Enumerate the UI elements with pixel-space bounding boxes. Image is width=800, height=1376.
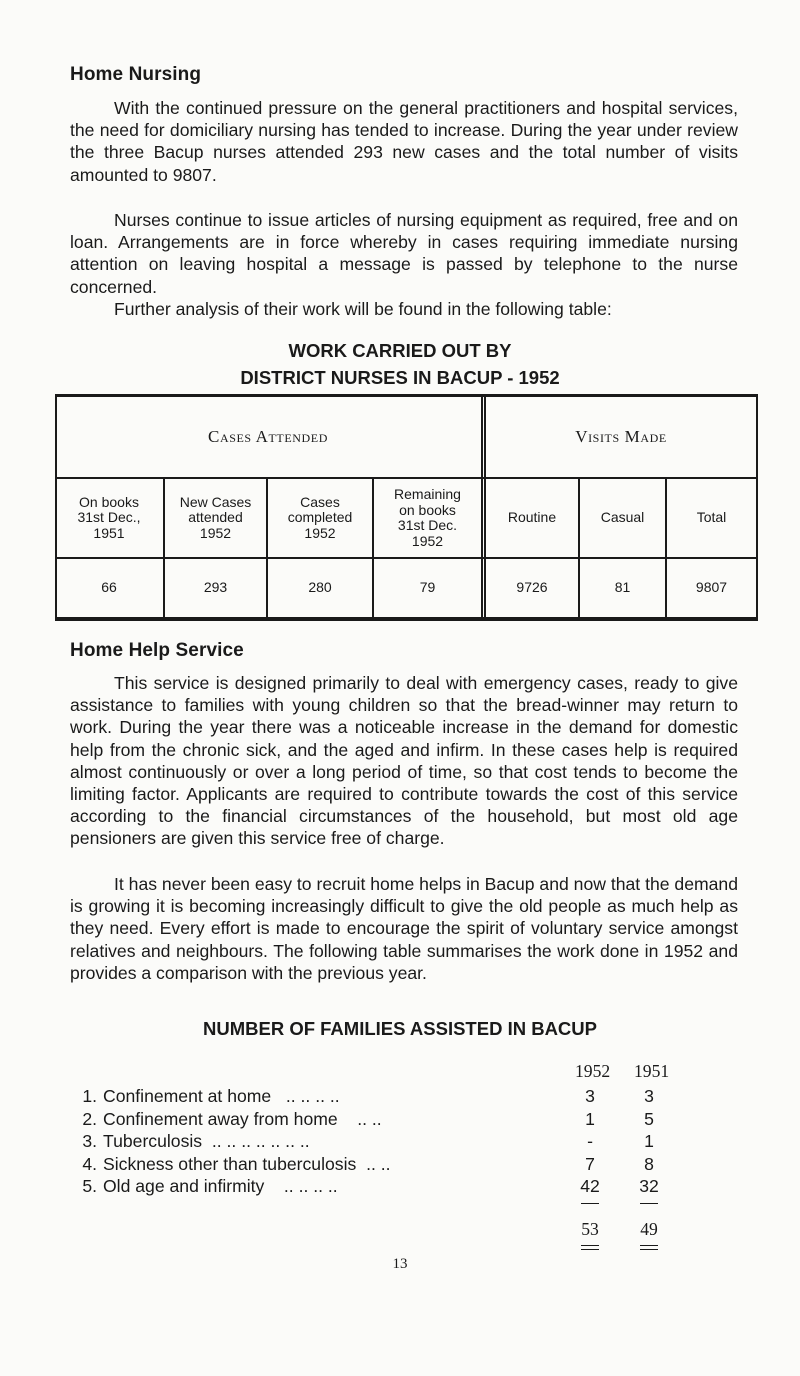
total-double-rule-1952-b xyxy=(581,1249,599,1250)
item-label: Confinement away from home .. .. xyxy=(103,1108,382,1129)
page-number: 13 xyxy=(392,1256,408,1272)
item-value-1952: 7 xyxy=(585,1153,595,1174)
value-routine: 9726 xyxy=(516,579,548,596)
item-label: Tuberculosis .. .. .. .. .. .. .. xyxy=(103,1131,310,1152)
item-value-1951: 1 xyxy=(644,1131,654,1152)
total-double-rule-1951-b xyxy=(640,1249,658,1250)
item-value-1952: 3 xyxy=(585,1086,595,1106)
subtotal-rule-1951 xyxy=(640,1203,658,1204)
home-nursing-paragraph-3: Further analysis of their work will be found in the following table: xyxy=(114,299,612,319)
home-nursing-paragraph-2: Nurses continue to issue articles of nursing equipment as required, free and on loan. Arrangements are in force whereby in cases requiring immediate nursing attention on leaving hospital a message is passed by telephone to the nurse concerned. xyxy=(70,210,738,297)
item-value-1951: 3 xyxy=(644,1086,654,1106)
col-header-cases-completed: Cases completed 1952 xyxy=(287,493,353,541)
col-header-total: Total xyxy=(696,509,727,526)
list-item xyxy=(0,1085,800,1107)
item-number: 1. xyxy=(82,1086,97,1106)
table-top-rule xyxy=(55,394,758,397)
list-item xyxy=(0,1130,800,1152)
total-1951: 49 xyxy=(640,1219,658,1239)
home-nursing-paragraph-1: With the continued pressure on the general practitioners and hospital services, the need for domiciliary nursing has tended to increase. During the year under review the three Bacup nurses attended 293 new cases and the total number of visits amounted to 9807. xyxy=(70,98,738,185)
nursing-table-title-line-2: DISTRICT NURSES IN BACUP - 1952 xyxy=(240,367,560,388)
home-help-heading: Home Help Service xyxy=(70,640,244,661)
item-value-1951: 8 xyxy=(644,1153,654,1174)
nursing-table-title-line-1: WORK CARRIED OUT BY xyxy=(288,340,512,361)
total-1952: 53 xyxy=(581,1219,599,1239)
item-value-1952: 1 xyxy=(585,1108,595,1129)
list-item xyxy=(0,1175,800,1197)
item-label: Old age and infirmity .. .. .. .. xyxy=(103,1176,338,1197)
value-casual: 81 xyxy=(614,579,631,596)
cases-attended-group-header: Cases Attended xyxy=(208,427,328,447)
item-value-1951: 5 xyxy=(644,1108,654,1129)
item-label: Confinement at home .. .. .. .. xyxy=(103,1086,340,1106)
item-number: 3. xyxy=(82,1131,97,1152)
col-header-casual: Casual xyxy=(600,509,645,526)
col-header-new-cases: New Cases attended 1952 xyxy=(179,493,252,541)
col-header-routine: Routine xyxy=(507,509,557,526)
year-header-1952: 1952 xyxy=(575,1061,611,1081)
list-item xyxy=(0,1153,800,1175)
item-number: 2. xyxy=(82,1108,97,1129)
value-on-books: 66 xyxy=(101,579,117,596)
total-double-rule-1951-a xyxy=(640,1245,658,1246)
col-header-on-books: On books 31st Dec., 1951 xyxy=(77,493,141,541)
subtotal-rule-1952 xyxy=(581,1203,599,1204)
value-remaining: 79 xyxy=(419,579,436,596)
item-value-1952: - xyxy=(587,1131,593,1152)
list-item xyxy=(0,1108,800,1130)
value-new-cases: 293 xyxy=(203,579,228,596)
visits-made-group-header: Visits Made xyxy=(575,427,667,447)
home-help-paragraph-1: This service is designed primarily to deal with emergency cases, ready to give assistance to families with young children so that the bread-winner may return to work. During the year there was a noticeable increase in the demand for domestic help from the chronic sick, and the aged and infirm. In these cases help is required almost continuously or over a long period of time, so that cost tends to become the limiting factor. Applicants are required to contribute towards the cost of this service according to the financial circumstances of the household, but most old age pensioners are given this service free of charge. xyxy=(70,673,738,849)
table-right-border xyxy=(756,394,758,621)
item-label: Sickness other than tuberculosis .. .. xyxy=(103,1153,391,1174)
item-number: 4. xyxy=(82,1153,97,1174)
nursing-work-table xyxy=(55,394,758,621)
total-double-rule-1952-a xyxy=(581,1245,599,1246)
group-divider-a xyxy=(481,394,483,621)
year-header-1951: 1951 xyxy=(634,1061,670,1081)
item-value-1951: 32 xyxy=(639,1176,659,1197)
home-help-paragraph-2: It has never been easy to recruit home helps in Bacup and now that the demand is growing it is becoming increasingly difficult to give the old people as much help as they need. Every effort is made to encourage the spirit of voluntary service amongst relatives and neighbours. The following table summarises the work done in 1952 and provides a comparison with the previous year. xyxy=(70,874,738,983)
col-header-remaining: Remaining on books 31st Dec. 1952 xyxy=(394,486,461,549)
home-nursing-heading: Home Nursing xyxy=(70,64,202,85)
item-value-1952: 42 xyxy=(580,1176,600,1197)
table-bottom-rule xyxy=(55,617,758,621)
families-list-title: NUMBER OF FAMILIES ASSISTED IN BACUP xyxy=(202,1018,597,1039)
value-total: 9807 xyxy=(695,579,728,596)
value-cases-completed: 280 xyxy=(308,579,332,596)
item-number: 5. xyxy=(82,1176,97,1197)
